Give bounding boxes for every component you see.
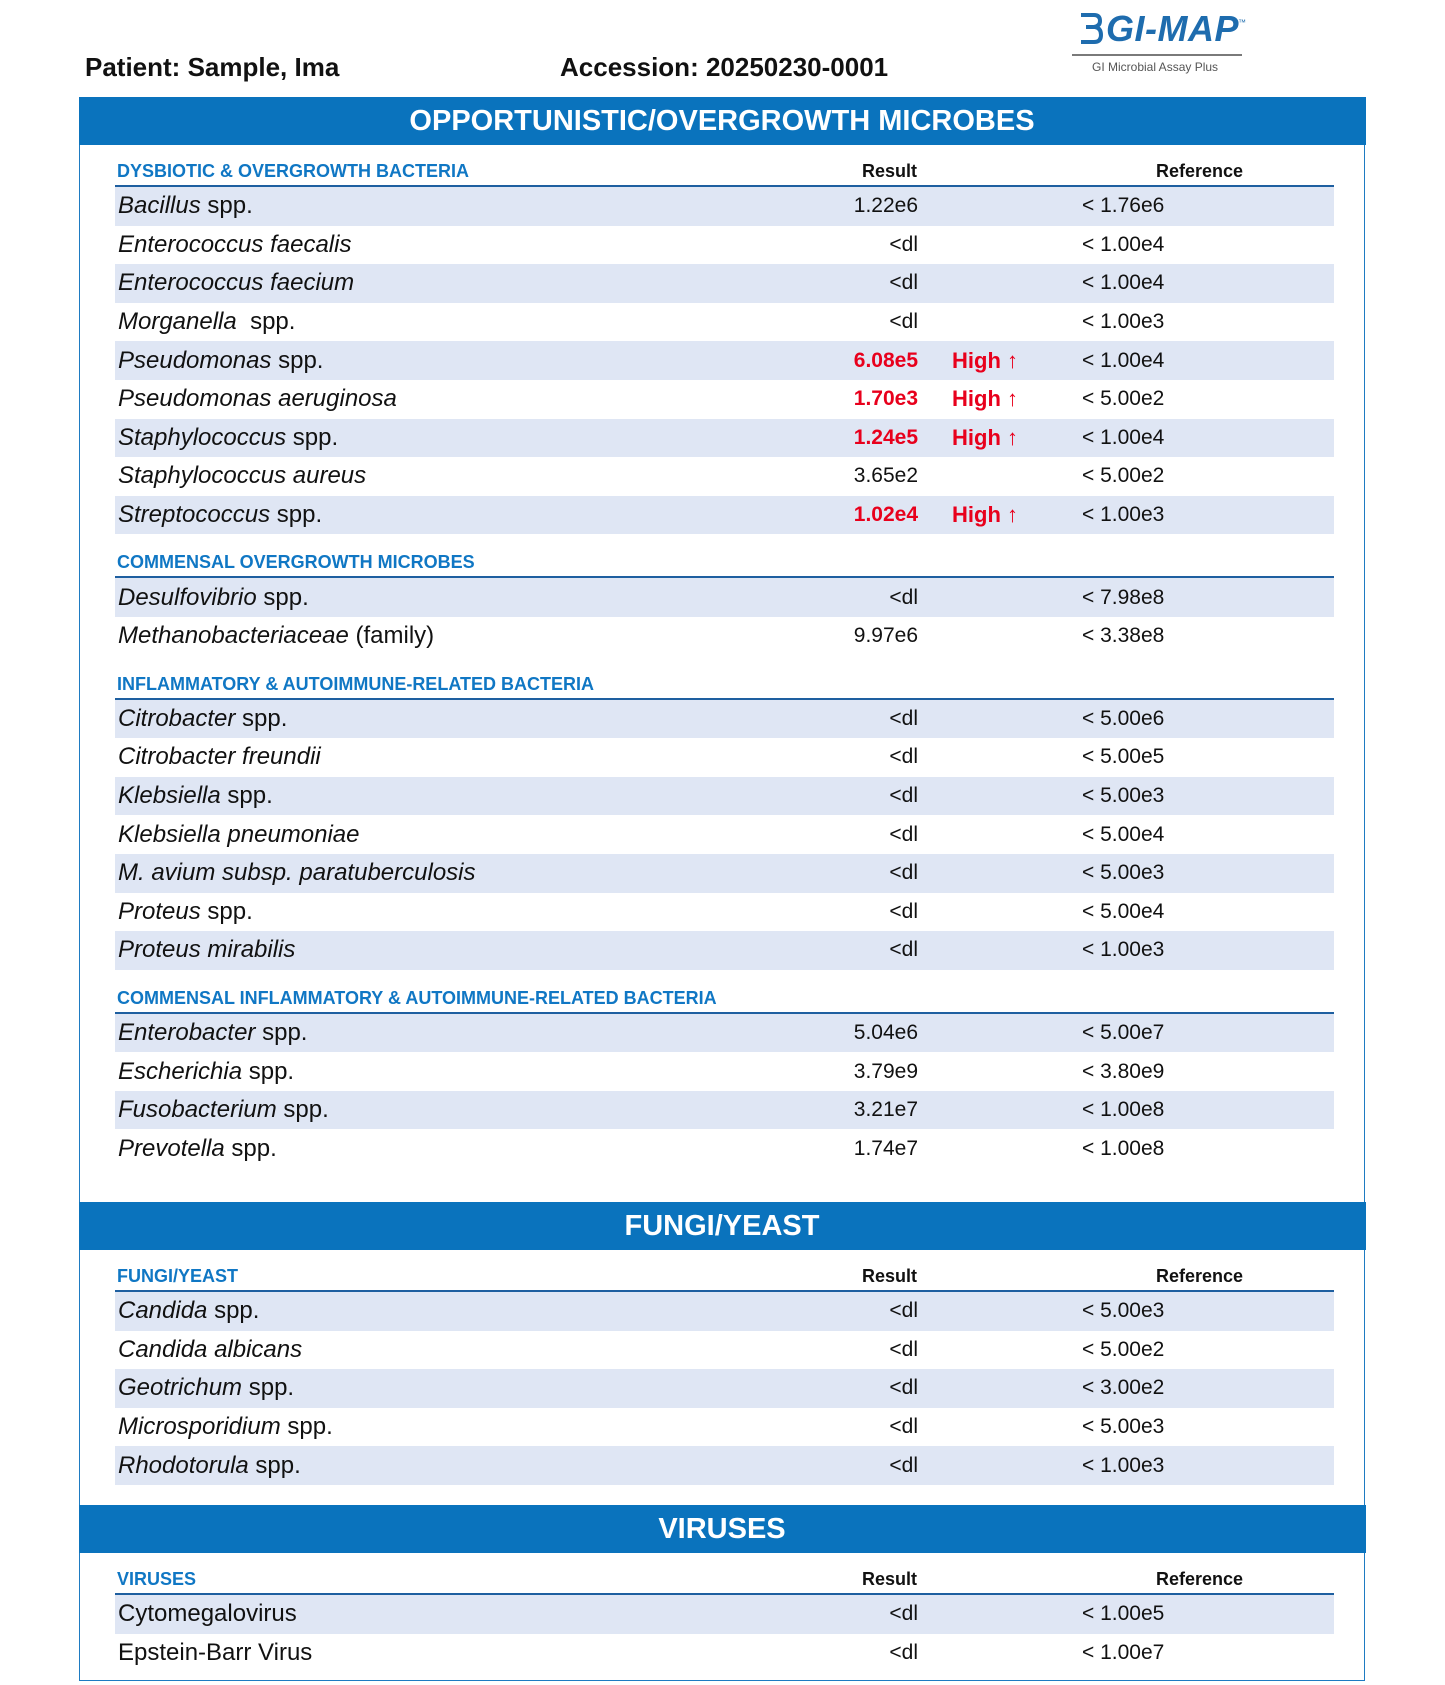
organism-genus: Microsporidium <box>118 1413 281 1441</box>
reference-value: < 1.76e6 <box>1082 194 1165 218</box>
group-title: VIRUSES <box>117 1569 197 1589</box>
result-value: <dl <box>889 1415 918 1439</box>
organism-qualifier: spp. <box>207 1297 260 1325</box>
organism-name <box>115 424 718 452</box>
gi-map-mark-icon <box>1078 12 1104 48</box>
organism-genus: Streptococcus <box>118 501 271 529</box>
section-banner: OPPORTUNISTIC/OVERGROWTH MICROBES <box>79 97 1366 145</box>
organism-genus: Enterococcus faecalis <box>118 230 352 258</box>
organism-name <box>115 821 718 849</box>
result-value: 5.04e6 <box>853 1020 918 1044</box>
organism-genus: Geotrichum <box>118 1374 243 1402</box>
table-row <box>115 341 1334 380</box>
organism-name <box>115 705 718 733</box>
organism-name <box>115 859 718 887</box>
organism-name <box>115 1374 718 1402</box>
reference-value: < 5.00e3 <box>1082 861 1165 885</box>
result-value: <dl <box>889 310 918 334</box>
result-value: 1.70e3 <box>853 387 918 411</box>
group-title: FUNGI/YEAST <box>117 1266 239 1286</box>
organism-qualifier: Epstein-Barr Virus <box>118 1638 313 1666</box>
table-row <box>115 815 1334 854</box>
fungi-section <box>79 1202 1365 1505</box>
logo-name: GI-MAP <box>1106 8 1239 49</box>
organism-qualifier: spp. <box>235 704 288 732</box>
table-row <box>115 893 1334 932</box>
reference-value: < 1.00e3 <box>1082 310 1165 334</box>
section-banner: VIRUSES <box>79 1505 1366 1553</box>
result-column-header: Result <box>861 1569 917 1589</box>
organism-genus: Bacillus <box>118 192 201 220</box>
results-table <box>115 1565 1334 1672</box>
organism-name <box>115 385 718 413</box>
group-title: COMMENSAL OVERGROWTH MICROBES <box>117 552 475 573</box>
organism-genus: Klebsiella <box>118 782 221 810</box>
table-row <box>115 1595 1334 1634</box>
result-value: 3.65e2 <box>853 464 918 488</box>
table-subheading <box>115 548 1334 578</box>
result-value: <dl <box>889 585 918 609</box>
reference-value: < 1.00e4 <box>1082 348 1165 372</box>
reference-value: < 5.00e6 <box>1082 706 1165 730</box>
organism-genus: Klebsiella pneumoniae <box>118 820 360 848</box>
organism-name <box>115 1019 718 1047</box>
organism-genus: Staphylococcus <box>118 423 287 451</box>
reference-value: < 1.00e3 <box>1082 1453 1165 1477</box>
reference-value: < 1.00e5 <box>1082 1602 1165 1626</box>
result-column-header: Result <box>861 1266 917 1286</box>
result-value: <dl <box>889 232 918 256</box>
table-row <box>115 700 1334 739</box>
table-row <box>115 931 1334 970</box>
high-flag: High ↑ <box>952 502 1018 528</box>
result-value: <dl <box>889 271 918 295</box>
table-row <box>115 380 1334 419</box>
result-value: 1.74e7 <box>853 1136 918 1160</box>
table-row <box>115 738 1334 777</box>
reference-value: < 5.00e2 <box>1082 387 1165 411</box>
result-value: 1.22e6 <box>853 194 918 218</box>
results-table <box>115 984 1334 1168</box>
high-flag: High ↑ <box>952 386 1018 412</box>
organism-genus: Prevotella <box>118 1134 225 1162</box>
reference-value: < 5.00e2 <box>1082 464 1165 488</box>
logo-subtitle: GI Microbial Assay Plus <box>1092 60 1219 74</box>
organism-qualifier: spp. <box>224 1134 277 1162</box>
result-value: <dl <box>889 938 918 962</box>
table-row <box>115 457 1334 496</box>
table-row <box>115 1634 1334 1673</box>
table-subheading <box>115 157 1334 187</box>
table-row <box>115 617 1334 656</box>
logo-trademark: ™ <box>1238 18 1246 27</box>
organism-genus: Citrobacter freundii <box>118 743 321 771</box>
organism-name <box>115 462 718 490</box>
organism-name <box>115 308 718 336</box>
table-subheading <box>115 670 1334 700</box>
reference-value: < 1.00e4 <box>1082 425 1165 449</box>
organism-genus: Pseudomonas aeruginosa <box>118 385 397 413</box>
section-banner: FUNGI/YEAST <box>79 1202 1366 1250</box>
result-value: 3.79e9 <box>853 1059 918 1083</box>
organism-genus: Enterococcus faecium <box>118 269 355 297</box>
organism-name <box>115 743 718 771</box>
organism-name <box>115 1600 718 1628</box>
reference-value: < 5.00e2 <box>1082 1337 1165 1361</box>
organism-genus: Enterobacter <box>118 1018 256 1046</box>
organism-qualifier: spp. <box>286 423 339 451</box>
reference-value: < 5.00e4 <box>1082 899 1165 923</box>
results-table <box>115 157 1334 534</box>
reference-column-header: Reference <box>1155 1266 1243 1286</box>
group-title: DYSBIOTIC & OVERGROWTH BACTERIA <box>117 161 470 181</box>
organism-name <box>115 1452 718 1480</box>
reference-value: < 3.00e2 <box>1082 1376 1165 1400</box>
organism-name <box>115 584 718 612</box>
organism-name <box>115 192 718 220</box>
organism-qualifier: spp. <box>200 192 253 220</box>
result-value: <dl <box>889 745 918 769</box>
organism-genus: Candida albicans <box>118 1335 303 1363</box>
organism-name <box>115 231 718 259</box>
table-row <box>115 496 1334 535</box>
result-value: <dl <box>889 1299 918 1323</box>
result-value: <dl <box>889 1453 918 1477</box>
organism-name <box>115 936 718 964</box>
organism-genus: Pseudomonas <box>118 346 272 374</box>
high-flag: High ↑ <box>952 424 1018 450</box>
organism-genus: Candida <box>118 1297 208 1325</box>
viruses-section <box>79 1505 1365 1681</box>
result-value: 1.24e5 <box>853 425 918 449</box>
organism-genus: Rhodotorula <box>118 1451 249 1479</box>
table-row <box>115 1408 1334 1447</box>
table-row <box>115 419 1334 458</box>
organism-qualifier: Cytomegalovirus <box>118 1600 297 1628</box>
organism-qualifier: spp. <box>271 346 324 374</box>
result-value: <dl <box>889 899 918 923</box>
organism-name <box>115 1297 718 1325</box>
organism-name <box>115 1639 718 1667</box>
organism-name <box>115 347 718 375</box>
organism-genus: Morganella <box>118 308 237 336</box>
organism-genus: M. avium subsp. paratuberculosis <box>118 859 476 887</box>
table-row <box>115 777 1334 816</box>
results-table <box>115 1262 1334 1485</box>
table-row <box>115 1052 1334 1091</box>
reference-column-header: Reference <box>1155 161 1243 181</box>
result-value: <dl <box>889 861 918 885</box>
opportunistic-section <box>79 97 1365 1202</box>
reference-value: < 1.00e4 <box>1082 232 1165 256</box>
table-row <box>115 187 1334 226</box>
reference-value: < 3.38e8 <box>1082 624 1165 648</box>
group-title: INFLAMMATORY & AUTOIMMUNE-RELATED BACTERIA <box>117 673 594 694</box>
results-table <box>115 670 1334 970</box>
result-value: <dl <box>889 1376 918 1400</box>
organism-genus: Methanobacteriaceae <box>118 622 349 650</box>
reference-value: < 1.00e8 <box>1082 1136 1165 1160</box>
reference-value: < 1.00e3 <box>1082 503 1165 527</box>
table-row <box>115 1014 1334 1053</box>
reference-value: < 5.00e3 <box>1082 784 1165 808</box>
organism-genus: Desulfovibrio <box>118 583 257 611</box>
organism-qualifier: spp. <box>270 501 323 529</box>
organism-qualifier: spp. <box>242 1057 295 1085</box>
organism-qualifier: spp. <box>280 1413 333 1441</box>
patient-name: Patient: Sample, Ima <box>85 52 340 82</box>
reference-value: < 1.00e8 <box>1082 1098 1165 1122</box>
organism-qualifier: spp. <box>200 897 253 925</box>
organism-qualifier: (family) <box>348 622 435 650</box>
organism-genus: Escherichia <box>118 1057 243 1085</box>
result-value: <dl <box>889 1602 918 1626</box>
organism-name <box>115 501 718 529</box>
table-subheading <box>115 984 1334 1014</box>
organism-name <box>115 898 718 926</box>
organism-name <box>115 1058 718 1086</box>
table-row <box>115 303 1334 342</box>
reference-value: < 1.00e3 <box>1082 938 1165 962</box>
reference-value: < 5.00e3 <box>1082 1415 1165 1439</box>
organism-name <box>115 269 718 297</box>
organism-qualifier: spp. <box>236 308 296 336</box>
reference-value: < 5.00e5 <box>1082 745 1165 769</box>
table-row <box>115 1446 1334 1485</box>
organism-name <box>115 622 718 650</box>
result-value: 9.97e6 <box>853 624 918 648</box>
logo-divider <box>1072 54 1242 56</box>
table-subheading <box>115 1262 1334 1292</box>
reference-value: < 7.98e8 <box>1082 585 1165 609</box>
organism-genus: Proteus mirabilis <box>118 936 296 964</box>
organism-name <box>115 1336 718 1364</box>
result-value: 1.02e4 <box>853 503 918 527</box>
group-title: COMMENSAL INFLAMMATORY & AUTOIMMUNE-RELATED BACTERIA <box>117 987 717 1008</box>
result-value: <dl <box>889 706 918 730</box>
organism-genus: Staphylococcus aureus <box>118 462 367 490</box>
reference-value: < 1.00e4 <box>1082 271 1165 295</box>
table-row <box>115 854 1334 893</box>
organism-name <box>115 1096 718 1124</box>
organism-name <box>115 782 718 810</box>
table-row <box>115 1292 1334 1331</box>
table-row <box>115 264 1334 303</box>
result-value: <dl <box>889 822 918 846</box>
table-row <box>115 1369 1334 1408</box>
result-column-header: Result <box>861 161 917 181</box>
result-value: 6.08e5 <box>853 348 918 372</box>
table-row <box>115 1331 1334 1370</box>
reference-column-header: Reference <box>1155 1569 1243 1589</box>
organism-name <box>115 1413 718 1441</box>
table-row <box>115 1129 1334 1168</box>
organism-genus: Fusobacterium <box>118 1096 277 1124</box>
result-value: <dl <box>889 1337 918 1361</box>
organism-qualifier: spp. <box>256 583 309 611</box>
reference-value: < 5.00e4 <box>1082 822 1165 846</box>
gi-map-logo <box>1068 6 1248 72</box>
organism-qualifier: spp. <box>242 1374 295 1402</box>
accession-number: Accession: 20250230-0001 <box>560 52 889 82</box>
organism-qualifier: spp. <box>248 1451 301 1479</box>
table-row <box>115 226 1334 265</box>
table-row <box>115 1091 1334 1130</box>
organism-qualifier: spp. <box>255 1018 308 1046</box>
result-value: 3.21e7 <box>853 1098 918 1122</box>
result-value: <dl <box>889 784 918 808</box>
reference-value: < 3.80e9 <box>1082 1059 1165 1083</box>
reference-value: < 5.00e3 <box>1082 1299 1165 1323</box>
table-row <box>115 578 1334 617</box>
organism-qualifier: spp. <box>220 782 273 810</box>
organism-name <box>115 1135 718 1163</box>
reference-value: < 1.00e7 <box>1082 1640 1165 1664</box>
organism-qualifier: spp. <box>276 1096 329 1124</box>
organism-genus: Proteus <box>118 897 201 925</box>
reference-value: < 5.00e7 <box>1082 1020 1165 1044</box>
table-subheading <box>115 1565 1334 1595</box>
results-table <box>115 548 1334 655</box>
result-value: <dl <box>889 1640 918 1664</box>
organism-genus: Citrobacter <box>118 704 236 732</box>
high-flag: High ↑ <box>952 347 1018 373</box>
